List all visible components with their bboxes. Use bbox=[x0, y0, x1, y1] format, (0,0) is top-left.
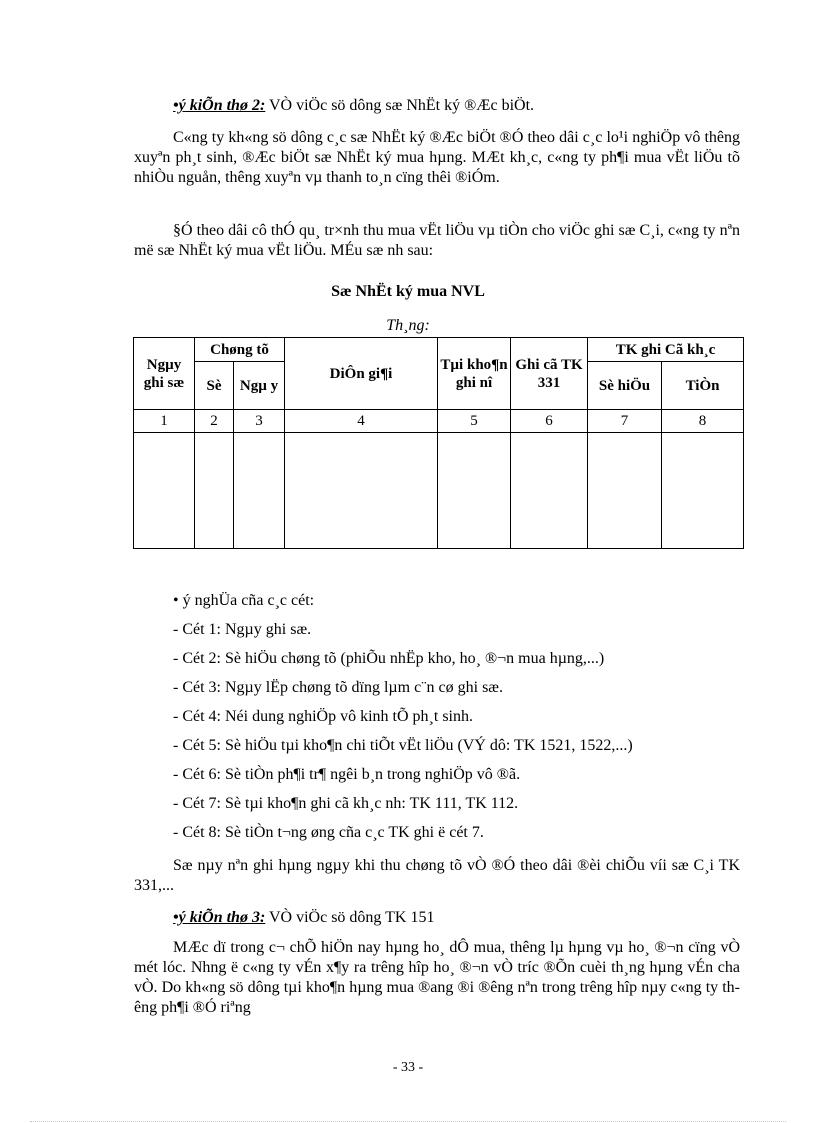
column-number: 6 bbox=[511, 410, 588, 433]
header-account-no: Sè hiÖu bbox=[588, 362, 662, 410]
section-3-heading bbox=[173, 908, 434, 928]
list-title: • ý nghÜa cña c¸c cét: bbox=[173, 592, 315, 609]
empty-cell bbox=[438, 433, 511, 549]
section-2-label: •ý kiÕn thø 2: bbox=[173, 97, 266, 114]
section-3-body bbox=[134, 938, 740, 1018]
page-number: - 33 - bbox=[392, 1060, 424, 1075]
section-3-heading-text: VÒ viÖc sö dông TK 151 bbox=[265, 909, 435, 926]
empty-cell bbox=[234, 433, 285, 549]
list-item: - Cét 6: Sè tiÒn ph¶i tr¶ ngêi b¸n trong nghiÖp vô ®ã. bbox=[173, 766, 521, 783]
section-2-body bbox=[134, 128, 740, 188]
column-number: 5 bbox=[438, 410, 511, 433]
purchase-journal-table bbox=[133, 337, 744, 549]
column-meaning-list bbox=[173, 591, 753, 852]
page-edge-divider bbox=[30, 1121, 786, 1122]
header-debit-account: Tµi kho¶n ghi nî bbox=[438, 338, 511, 410]
header-other-credit: TK ghi Cã kh¸c bbox=[588, 338, 744, 362]
header-description: DiÔn gi¶i bbox=[285, 338, 438, 410]
header-amount: TiÒn bbox=[662, 362, 744, 410]
closing-paragraph-block bbox=[134, 856, 740, 896]
list-item: - Cét 8: Sè tiÒn t¬ng øng cña c¸c TK ghi ë cét 7. bbox=[173, 824, 484, 841]
header-voucher-date: Ngµ y bbox=[234, 362, 285, 410]
list-item: - Cét 7: Sè tµi kho¶n ghi cã kh¸c nh: TK 111, TK 112. bbox=[173, 795, 519, 812]
list-item: - Cét 1: Ngµy ghi sæ. bbox=[173, 621, 312, 638]
empty-cell bbox=[511, 433, 588, 549]
header-credit-331: Ghi cã TK 331 bbox=[511, 338, 588, 410]
empty-cell bbox=[285, 433, 438, 549]
empty-cell bbox=[195, 433, 234, 549]
column-number: 7 bbox=[588, 410, 662, 433]
column-number: 1 bbox=[134, 410, 195, 433]
list-item: - Cét 2: Sè hiÖu chøng tõ (phiÕu nhËp kho, ho¸ ®¬n mua hµng,...) bbox=[173, 650, 605, 667]
section-2-heading-text: VÒ viÖc sö dông sæ NhËt ký ®Æc biÖt. bbox=[265, 97, 535, 114]
column-number: 3 bbox=[234, 410, 285, 433]
paragraph-2: §Ó theo dâi cô thÓ qu¸ tr×nh thu mua vËt liÖu vµ tiÒn cho viÖc ghi sæ C¸i, c«ng ty nªn më sæ NhËt ký mua vËt liÖu. MÉu sæ nh sau: bbox=[134, 222, 740, 259]
paragraph-1: C«ng ty kh«ng sö dông c¸c sæ NhËt ký ®Æc biÖt ®Ó theo dâi c¸c lo¹i nghiÖp vô thêng xuyªn ph¸t sinh, ®Æc biÖt sæ NhËt ký mua hµng. MÆt kh¸c, c«ng ty ph¶i mua vËt liÖu tõ nhiÒu nguån, thêng xuyªn vµ thanh to¸n cïng thêi ®iÓm. bbox=[134, 129, 740, 186]
header-voucher-no: Sè bbox=[195, 362, 234, 410]
header-date: Ngµy ghi sæ bbox=[134, 338, 195, 410]
column-number: 4 bbox=[285, 410, 438, 433]
list-item: - Cét 3: Ngµy lËp chøng tõ dïng lµm c¨n cø ghi sæ. bbox=[173, 679, 503, 696]
section-3-paragraph: MÆc dï trong c¬ chÕ hiÖn nay hµng ho¸ dÔ mua, thêng lµ hµng vµ ho¸ ®¬n cïng vÒ mét lóc. Nhng ë c«ng ty vÉn x¶y ra trêng hîp ho¸ ®¬n vÒ tríc ®Õn cuèi th¸ng hµng vÉn cha vÒ. Do kh«ng sö dông tµi kho¶n hµng mua ®ang ®i ®êng nªn trong trêng hîp nµy c«ng ty thêng ph¶i ®Ó riªng bbox=[134, 939, 740, 1016]
column-number: 2 bbox=[195, 410, 234, 433]
table-title: Sæ NhËt ký mua NVL bbox=[331, 283, 485, 300]
empty-cell bbox=[662, 433, 744, 549]
header-voucher: Chøng tõ bbox=[195, 338, 285, 362]
column-number: 8 bbox=[662, 410, 744, 433]
empty-cell bbox=[134, 433, 195, 549]
section-2-heading bbox=[173, 96, 534, 116]
table-body-empty-row bbox=[134, 433, 744, 549]
list-item: - Cét 4: Néi dung nghiÖp vô kinh tÕ ph¸t sinh. bbox=[173, 708, 473, 725]
list-item: - Cét 5: Sè hiÖu tµi kho¶n chi tiÕt vËt liÖu (VÝ dô: TK 1521, 1522,...) bbox=[173, 737, 633, 754]
month-label: Th¸ng: bbox=[386, 317, 430, 334]
section-3-label: •ý kiÕn thø 3: bbox=[173, 909, 266, 926]
section-2-body-2 bbox=[134, 221, 740, 261]
empty-cell bbox=[588, 433, 662, 549]
closing-paragraph: Sæ nµy nªn ghi hµng ngµy khi thu chøng tõ vÒ ®Ó theo dâi ®èi chiÕu víi sæ C¸i TK 331,... bbox=[134, 857, 740, 894]
